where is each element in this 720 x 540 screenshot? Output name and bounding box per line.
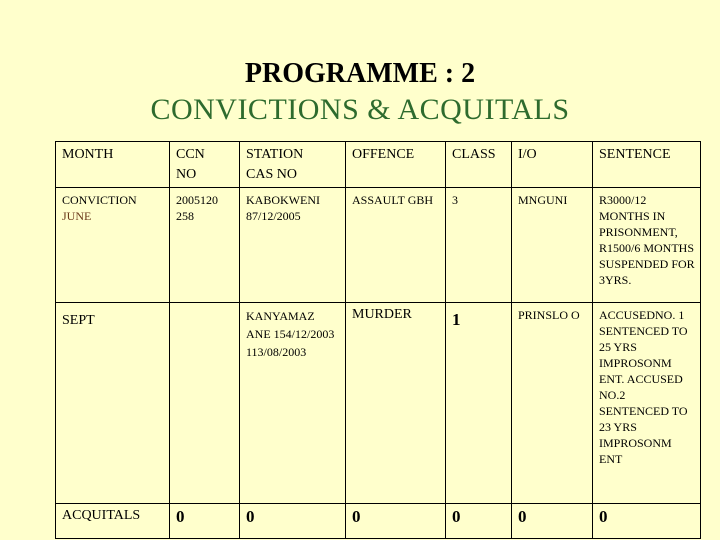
cell-sentence: 0	[593, 504, 701, 539]
header-station-cas-no: STATION CAS NO	[240, 142, 346, 188]
cell-offence: 0	[346, 504, 446, 539]
cell-io: 0	[512, 504, 593, 539]
cell-ccn: 2005120 258	[170, 188, 240, 303]
cell-station: KABOKWENI 87/12/2005	[240, 188, 346, 303]
cell-class: 1	[446, 303, 512, 504]
cell-class: 3	[446, 188, 512, 303]
cell-month: SEPT	[56, 303, 170, 504]
cell-io: PRINSLO O	[512, 303, 593, 504]
cell-io: MNGUNI	[512, 188, 593, 303]
convictions-table	[55, 141, 701, 539]
header-ccn-no: CCN NO	[170, 142, 240, 188]
cell-offence: MURDER	[346, 303, 446, 504]
cell-month: ACQUITALS	[56, 504, 170, 539]
cell-sentence: ACCUSEDNO. 1 SENTENCED TO 25 YRS IMPROSONM ENT. ACCUSED NO.2 SENTENCED TO 23 YRS IMPROSONM ENT	[593, 303, 701, 504]
cell-station: KANYAMAZ ANE 154/12/2003 113/08/2003	[240, 303, 346, 504]
title-convictions-acquitals: CONVICTIONS & ACQUITALS	[150, 93, 570, 126]
cell-station: 0	[240, 504, 346, 539]
cell-class: 0	[446, 504, 512, 539]
cell-ccn	[170, 303, 240, 504]
table-header-row	[56, 142, 701, 188]
header-io: I/O	[512, 142, 593, 188]
table-row	[56, 188, 701, 303]
cell-ccn: 0	[170, 504, 240, 539]
table-row	[56, 504, 701, 539]
header-class: CLASS	[446, 142, 512, 188]
table-row	[56, 303, 701, 504]
title-programme: PROGRAMME : 2	[244, 58, 476, 89]
cell-month: CONVICTION JUNE	[56, 188, 170, 303]
cell-sentence: R3000/12 MONTHS IN PRISONMENT, R1500/6 MONTHS SUSPENDED FOR 3YRS.	[593, 188, 701, 303]
header-offence: OFFENCE	[346, 142, 446, 188]
header-sentence: SENTENCE	[593, 142, 701, 188]
cell-offence: ASSAULT GBH	[346, 188, 446, 303]
header-month: MONTH	[56, 142, 170, 188]
